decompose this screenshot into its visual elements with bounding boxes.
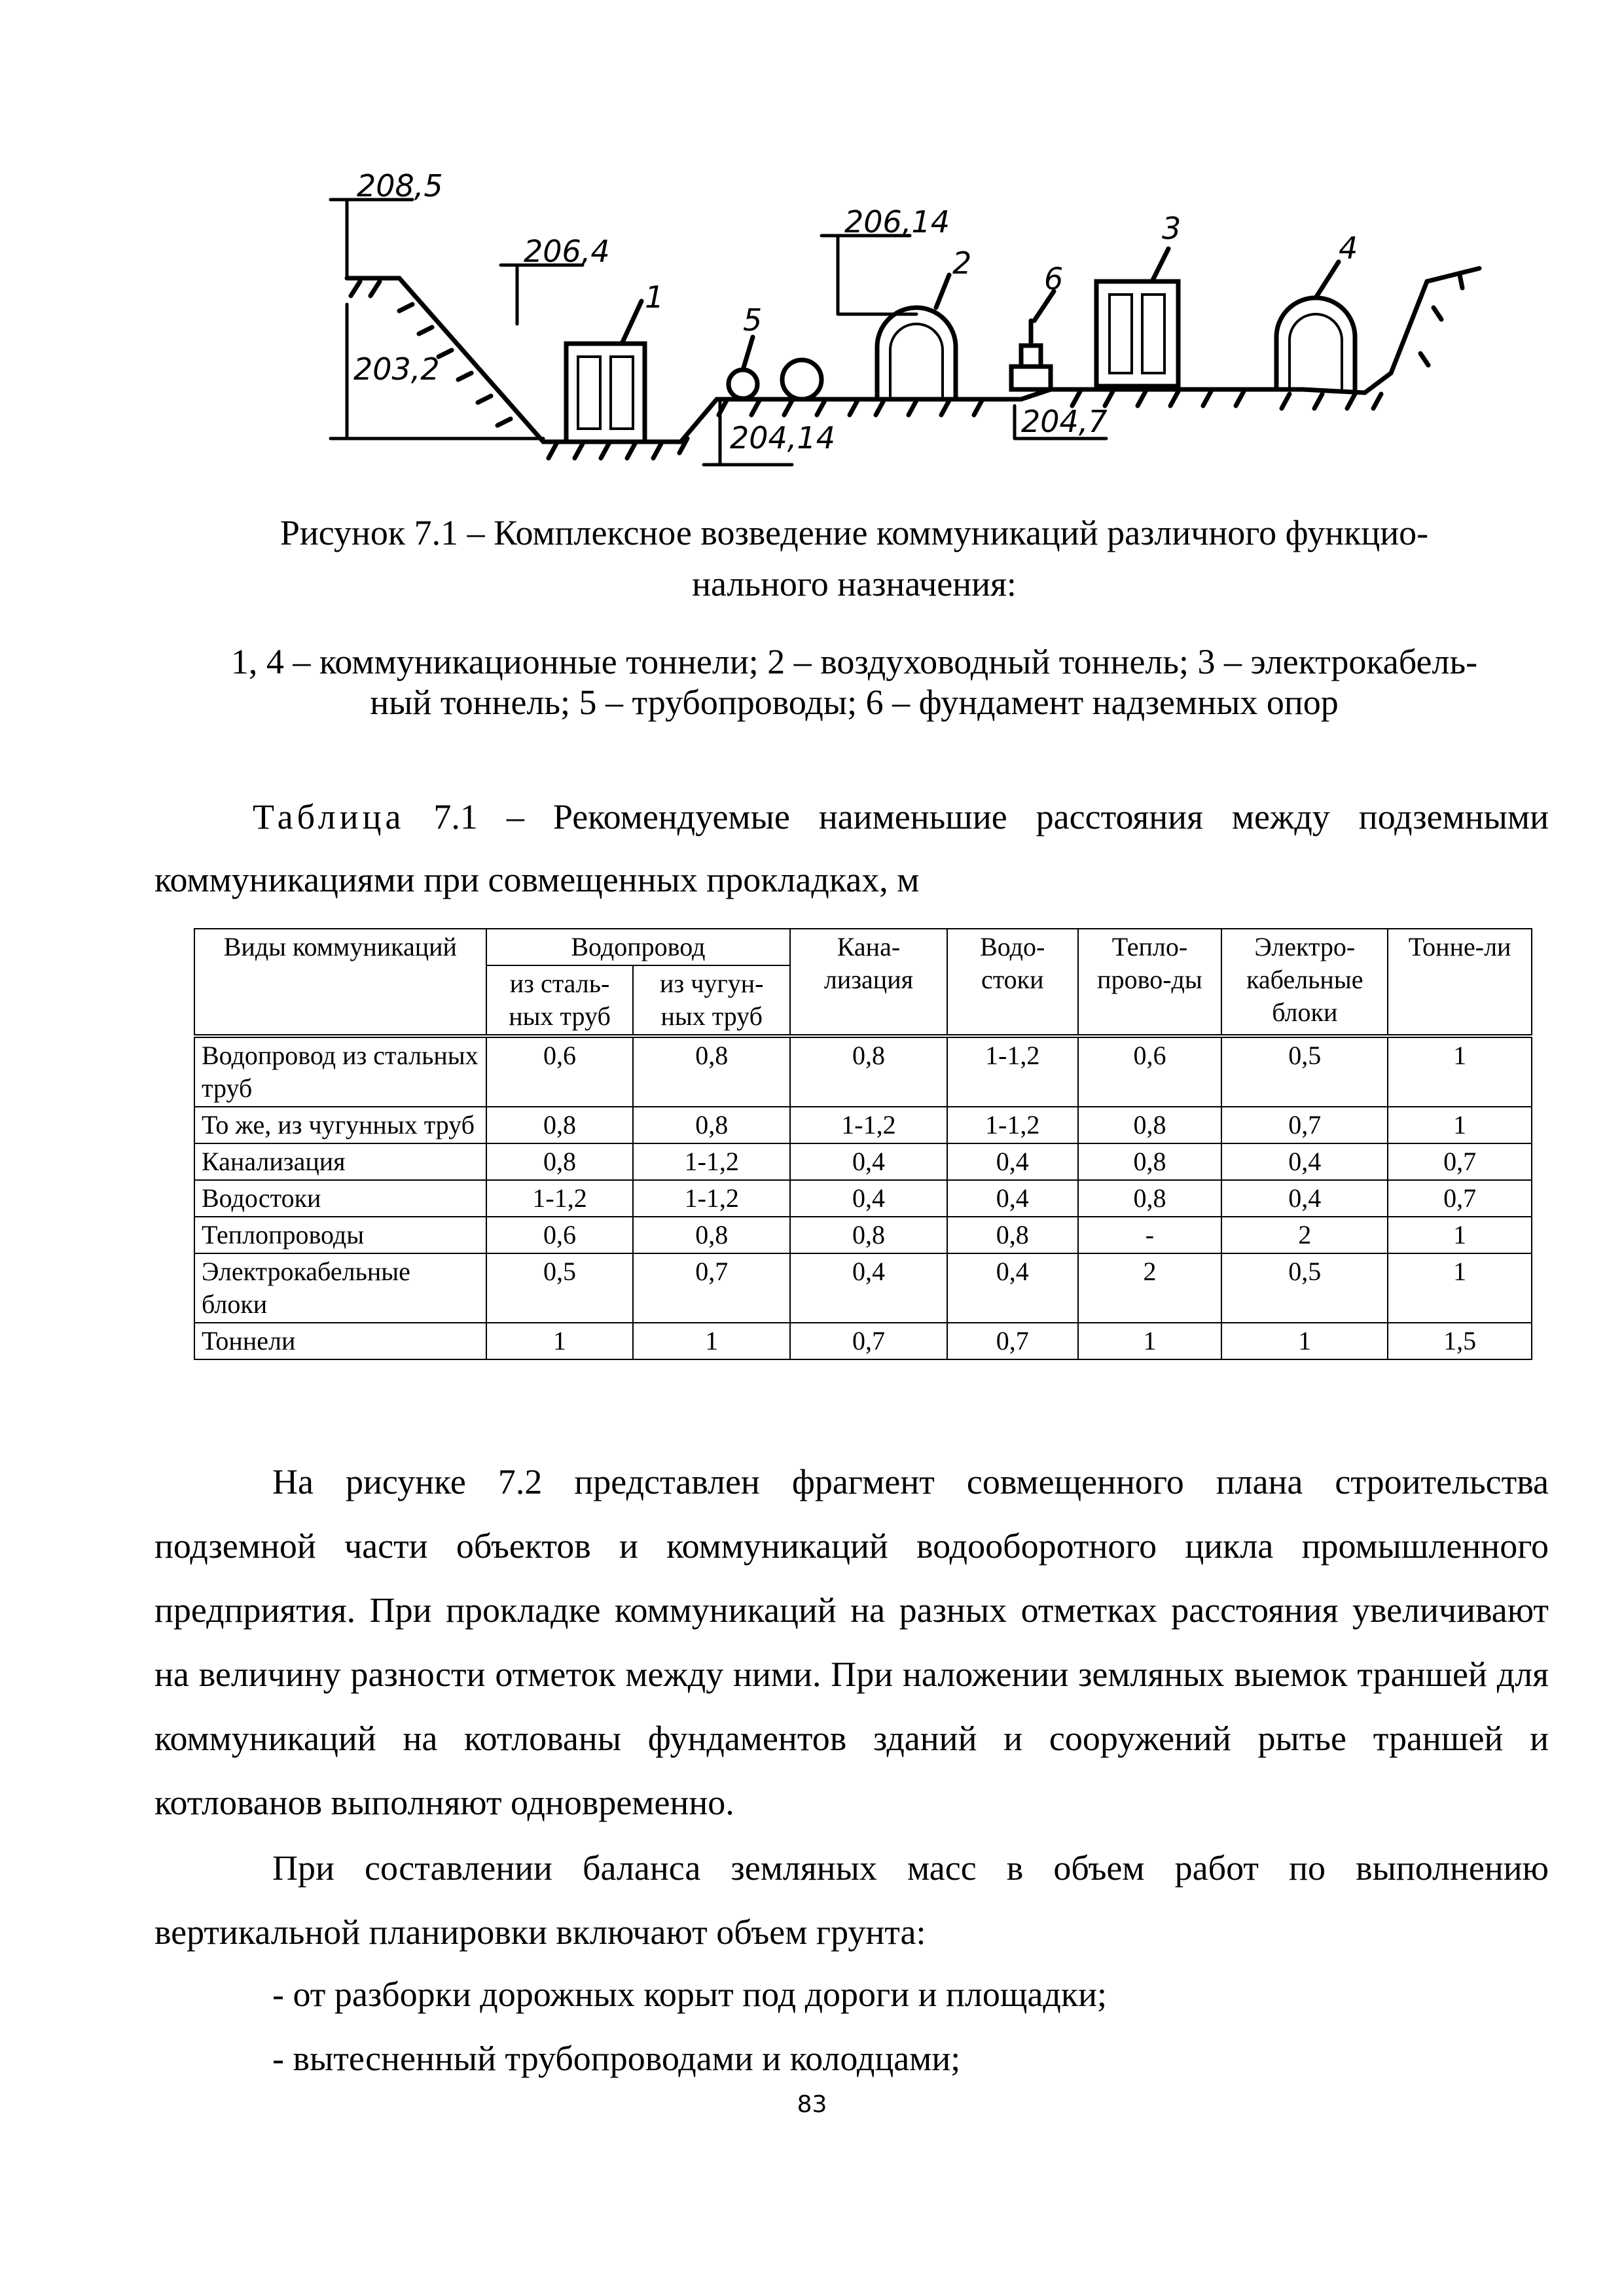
legend-line: ный тоннель; 5 – трубопроводы; 6 – фундамент надземных опор <box>370 683 1339 722</box>
table-cell: 0,4 <box>790 1143 947 1180</box>
table-cell: 2 <box>1221 1217 1388 1253</box>
table-row <box>194 1036 1532 1107</box>
table-cell: 0,4 <box>1221 1180 1388 1217</box>
paragraph-text: При составлении баланса земляных масс в объем работ по выполнению вертикальной планировки включают объем грунта: <box>154 1848 1549 1952</box>
table-cell: 0,7 <box>1221 1107 1388 1143</box>
elevation-label: 204,14 <box>730 420 835 456</box>
table-cell: 0,4 <box>790 1253 947 1323</box>
table-cell: 0,6 <box>1078 1036 1222 1107</box>
row-header: То же, из чугунных труб <box>194 1107 486 1143</box>
table-title-word: Таблица <box>253 797 405 836</box>
list-item: - от разборки дорожных корыт под дороги и площадки; <box>272 1975 1108 2014</box>
elevation-label: 206,4 <box>524 234 610 269</box>
table-row <box>194 1180 1532 1217</box>
table-row <box>194 1323 1532 1359</box>
header-water: Водопровод <box>486 929 790 965</box>
row-header: Тоннели <box>194 1323 486 1359</box>
table-row <box>194 1107 1532 1143</box>
header-water-cast: из чугун-ных труб <box>633 965 790 1036</box>
table-row <box>194 1253 1532 1323</box>
table-cell: 1 <box>1221 1323 1388 1359</box>
table-cell: 1 <box>1078 1323 1222 1359</box>
table-cell: 0,4 <box>947 1180 1078 1217</box>
elevation-label: 206,14 <box>844 204 950 240</box>
figure-label: 1 <box>645 279 664 315</box>
table-cell: 0,8 <box>486 1107 634 1143</box>
table-cell: - <box>1078 1217 1222 1253</box>
table-cell: 0,8 <box>633 1107 790 1143</box>
table-cell: 0,5 <box>486 1253 634 1323</box>
table-cell: 1 <box>1388 1107 1532 1143</box>
table-cell: 0,5 <box>1221 1036 1388 1107</box>
table-cell: 0,4 <box>790 1180 947 1217</box>
table-cell: 0,8 <box>633 1036 790 1107</box>
elevation-label: 203,2 <box>353 351 440 387</box>
table-cell: 0,4 <box>947 1143 1078 1180</box>
table-cell: 0,8 <box>1078 1107 1222 1143</box>
table-cell: 0,7 <box>1388 1143 1532 1180</box>
table-cell: 1-1,2 <box>633 1143 790 1180</box>
table-cell: 0,8 <box>1078 1143 1222 1180</box>
table-cell: 2 <box>1078 1253 1222 1323</box>
row-header: Электрокабельные блоки <box>194 1253 486 1323</box>
header-water-steel: из сталь-ных труб <box>486 965 634 1036</box>
table-cell: 0,4 <box>947 1253 1078 1323</box>
table-cell: 0,8 <box>790 1036 947 1107</box>
table-cell: 1-1,2 <box>486 1180 634 1217</box>
row-header: Канализация <box>194 1143 486 1180</box>
table-cell: 1-1,2 <box>947 1036 1078 1107</box>
figure-label: 5 <box>743 302 763 338</box>
elevation-label: 204,7 <box>1021 404 1108 439</box>
paragraph <box>154 1836 1549 1964</box>
paragraph-text: На рисунке 7.2 представлен фрагмент совмещенного плана строительства подземной части объектов и коммуникаций водооборотного цикла промышленного предприятия. При прокладке коммуникаций на разных отметках расстояния увеличивают на величину разности отметок между ними. При наложении земляных выемок траншей для коммуникаций на котлованы фундаментов зданий и сооружений рытье траншей и котлованов выполняют одновременно. <box>154 1462 1549 1822</box>
caption-line: нального назначения: <box>692 564 1017 603</box>
paragraph <box>154 1450 1549 1835</box>
table-cell: 0,8 <box>633 1217 790 1253</box>
header-tunnel: Тонне-ли <box>1388 929 1532 1036</box>
page-number: 83 <box>797 2091 827 2118</box>
table-cell: 1,5 <box>1388 1323 1532 1359</box>
caption-line: Рисунок 7.1 – Комплексное возведение коммуникаций различного функцио- <box>280 513 1429 552</box>
figure-label: 3 <box>1162 211 1182 246</box>
header-drain: Водо-стоки <box>947 929 1078 1036</box>
table-cell: 0,7 <box>1388 1180 1532 1217</box>
header-cable: Электро-кабельные блоки <box>1221 929 1388 1036</box>
row-header: Водопровод из стальных труб <box>194 1036 486 1107</box>
figure-label: 6 <box>1044 261 1064 296</box>
table-cell: 1-1,2 <box>633 1180 790 1217</box>
table-cell: 1 <box>633 1323 790 1359</box>
legend-line: 1, 4 – коммуникационные тоннели; 2 – воздуховодный тоннель; 3 – электрокабель- <box>230 642 1478 681</box>
table-cell: 0,8 <box>486 1143 634 1180</box>
table-row <box>194 1217 1532 1253</box>
table-cell: 0,8 <box>947 1217 1078 1253</box>
header-kinds: Виды коммуникаций <box>194 929 486 1036</box>
elevation-label: 208,5 <box>357 168 443 204</box>
figure-7-1 <box>308 164 1519 484</box>
table-cell: 1 <box>486 1323 634 1359</box>
figure-legend <box>157 641 1551 723</box>
table-cell: 1-1,2 <box>947 1107 1078 1143</box>
table-title <box>154 785 1549 911</box>
row-header: Теплопроводы <box>194 1217 486 1253</box>
table-cell: 1 <box>1388 1036 1532 1107</box>
figure-label: 2 <box>952 245 972 281</box>
header-sewer: Кана-лизация <box>790 929 947 1036</box>
table-cell: 0,4 <box>1221 1143 1388 1180</box>
distance-table <box>194 928 1532 1360</box>
header-heat: Тепло-прово-ды <box>1078 929 1222 1036</box>
table-cell: 0,5 <box>1221 1253 1388 1323</box>
table-cell: 0,7 <box>790 1323 947 1359</box>
table-cell: 0,8 <box>1078 1180 1222 1217</box>
figure-label: 4 <box>1339 230 1358 266</box>
figure-caption <box>157 507 1551 609</box>
list-item: - вытесненный трубопроводами и колодцами; <box>272 2039 961 2078</box>
table-cell: 0,7 <box>947 1323 1078 1359</box>
table-cell: 0,6 <box>486 1036 634 1107</box>
table-cell: 1 <box>1388 1253 1532 1323</box>
table-cell: 1 <box>1388 1217 1532 1253</box>
row-header: Водостоки <box>194 1180 486 1217</box>
table-title-text: 7.1 – Рекомендуемые наименьшие расстояния между подземными коммуникациями при совмещенных прокладках, м <box>154 797 1549 899</box>
table-cell: 0,6 <box>486 1217 634 1253</box>
table-cell: 0,7 <box>633 1253 790 1323</box>
table-cell: 1-1,2 <box>790 1107 947 1143</box>
table-cell: 0,8 <box>790 1217 947 1253</box>
table-row <box>194 1143 1532 1180</box>
